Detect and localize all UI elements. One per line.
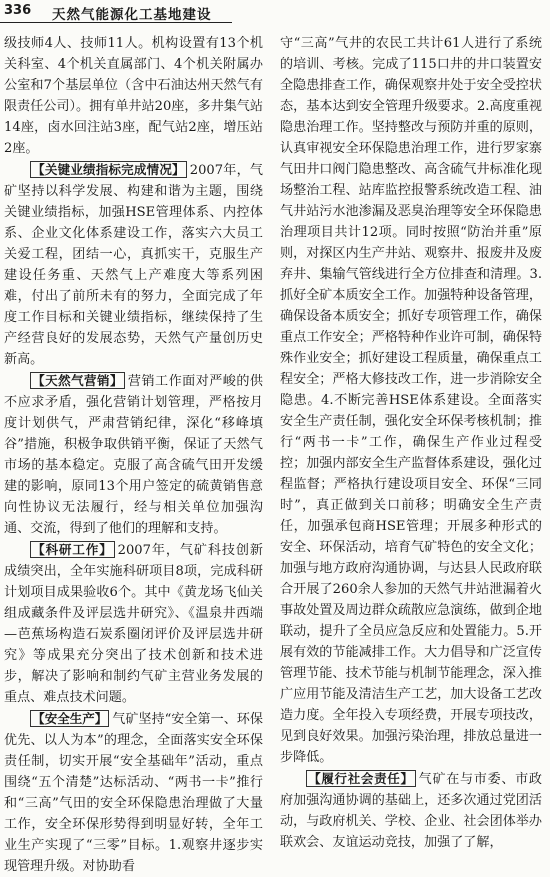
left-column bbox=[4, 33, 263, 874]
page-number: 336 bbox=[4, 3, 32, 18]
paragraph-kpi-text: 2007年，气矿坚持以科学发展、构建和谐为主题，围绕关键业绩指标，加强HSE管理体系、内控体系、企业文化体系建设工作，落实六大员工关爱工程，团结一心，真抓实干，克服生产建设任务重、天然气上产难度大等系列困难，付出了前所未有的努力，全面完成了年度工作目标和关键业绩指标，继续保持了生产经营良好的发展态势，天然气产量创历史新高。 bbox=[4, 163, 263, 367]
section-heading-research: 【科研工作】 bbox=[32, 542, 113, 557]
paragraph-research-text: 2007年，气矿科技创新成绩突出，全年实施科研项目8项，完成科研计划项目成果验收6个。其中《黄龙场飞仙关组成藏条件及评层选井研究》、《温泉井西端—芭蕉场构造石炭系圈闭评价及评层选井研究》等成果充分突出了技术创新和技术进步，解决了影响和制约气矿主营业务发展的重点、难点技术问题。 bbox=[4, 543, 263, 705]
section-heading-marketing: 【天然气营销】 bbox=[32, 373, 123, 388]
running-title: 天然气能源化工基地建设 bbox=[52, 7, 212, 23]
paragraph-marketing bbox=[4, 370, 263, 539]
paragraph-staff-structure: 级技师4人、技师11人。机构设置有13个机关科室、4个机关直属部门、4个机关附属办公室和7个基层单位（含中石油达州天然气有限责任公司）。拥有单井站20座，多井集气站14座，卤水回注站3座，配气站2座，增压站2座。 bbox=[4, 36, 263, 156]
header-rule bbox=[0, 22, 232, 23]
paragraph-research bbox=[4, 539, 263, 708]
paragraph-social-responsibility bbox=[280, 768, 542, 853]
page-header bbox=[0, 0, 550, 26]
paragraph-social-text: 气矿在与市委、市政府加强沟通协调的基础上，还多次通过党团活动，与政府机关、学校、企业、社会团体举办联欢会、友谊运动竞技，加强了了解， bbox=[280, 772, 542, 850]
right-column bbox=[280, 33, 542, 850]
paragraph-marketing-text: 营销工作面对严峻的供不应求矛盾，强化营销计划管理，严格按月度计划供气，严肃营销纪律，深化“移峰填谷”措施，积极争取供销平衡，保证了天然气市场的基本稳定。克服了高含硫气田开发缓建的影响，原同13个用户签定的硫黄销售意向性协议无法履行，经与相关单位加强沟通、交流，得到了他们的理解和支持。 bbox=[4, 374, 263, 536]
paragraph-safety-text: 气矿坚持“安全第一、环保优先、以人为本”的理念，全面落实安全环保责任制，切实开展“安全基础年”活动，重点围绕“五个清楚”达标活动、“两书一卡”推行和“三高”气田的安全环保隐患治理做了大量工作，安全环保形势得到明显好转，全年工业生产实现了“三零”目标。1.观察井逐步实现管理升级。对协助看 bbox=[4, 712, 263, 874]
paragraph-safety-continued: 守“三高”气井的农民工共计61人进行了系统的培训、考核。完成了115口井的井口装置安全隐患排查工作，确保观察井处于安全受控状态，基本达到安全管理升级要求。2.高度重视隐患治理工作。坚持整改与预防并重的原则，认真审视安全环保隐患治理工作，进行罗家寨气田井口阀门隐患整改、高含硫气井标准化现场整治工程、站库监控报警系统改造工程、油气井站污水池渗漏及恶臭治理等安全环保隐患治理项目共计12项。同时按照“防治并重”原则，对探区内生产井站、观察井、报废井及废弃井、集输气管线进行全方位排查和清理。3.抓好全矿本质安全工作。加强特种设备管理，确保设备本质安全；抓好专项管理工作，确保重点工作安全；严格特种作业许可制，确保特殊作业安全；抓好建设工程质量，确保重点工程安全；严格大修技改工作，进一步消除安全隐患。4.不断完善HSE体系建设。全面落实安全生产责任制，强化安全环保考核机制；推行“两书一卡”工作，确保生产作业过程受控；加强内部安全生产监督体系建设，强化过程监督；严格执行建设项目安全、环保“三同时”，真正做到关口前移；明确安全生产责任，加强承包商HSE管理；开展多种形式的安全、环保活动，培育气矿特色的安全文化；加强与地方政府沟通协调，与达县人民政府联合开展了260余人参加的天然气井站泄漏着火事故处置及周边群众疏散应急演练，做到企地联动，提升了全员应急反应和处置能力。5.开展有效的节能减排工作。大力倡导和广泛宣传管理节能、技术节能与机制节能理念，深入推广应用节能及清洁生产工艺，加大设备工艺改造力度。全年投入专项经费，开展专项技改，见到良好效果。加强污染治理，排放总量进一步降低。 bbox=[280, 36, 542, 765]
paragraph-kpi bbox=[4, 159, 263, 370]
section-heading-safety: 【安全生产】 bbox=[32, 711, 108, 726]
section-heading-kpi: 【关键业绩指标完成情况】 bbox=[32, 162, 185, 177]
paragraph-safety bbox=[4, 708, 263, 877]
section-heading-social: 【履行社会责任】 bbox=[308, 771, 414, 786]
